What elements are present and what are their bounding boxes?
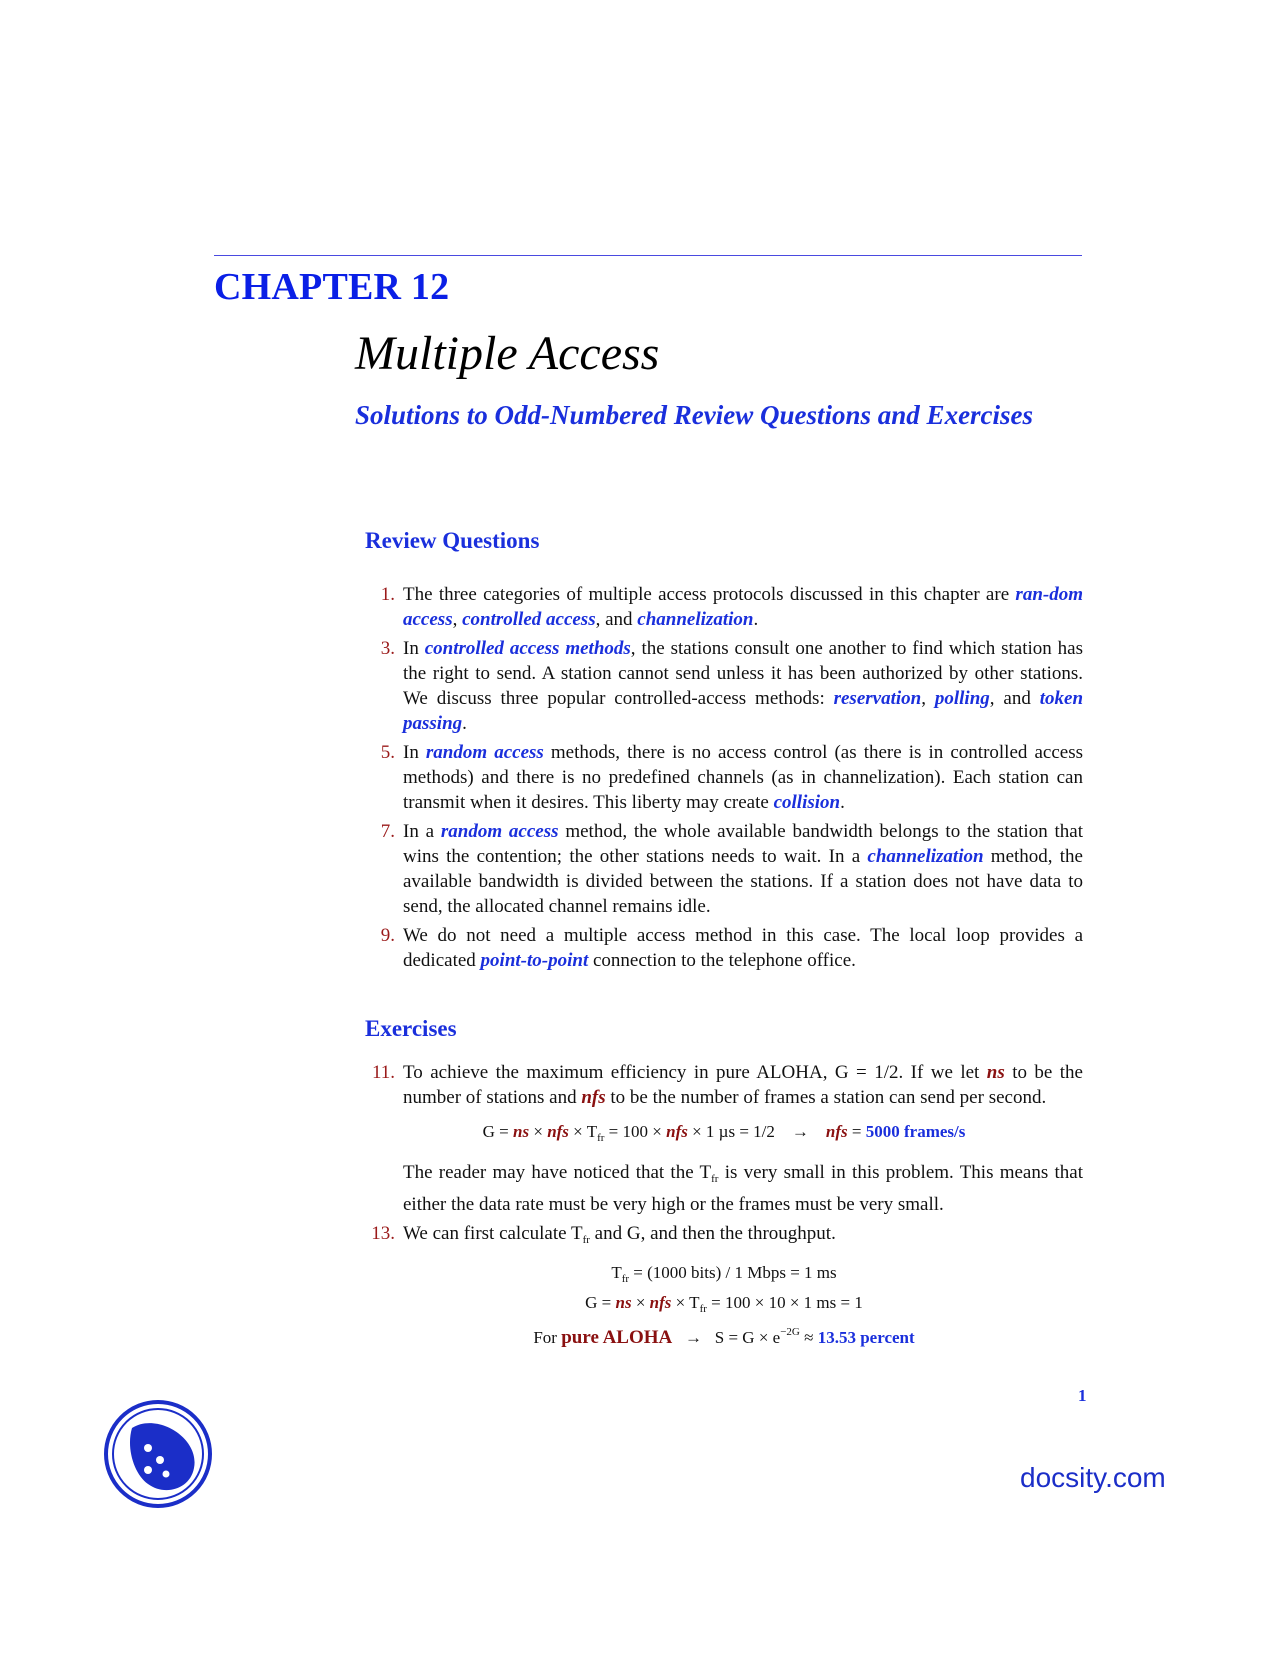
keyword: point-to-point bbox=[480, 950, 589, 971]
paragraph: The reader may have noticed that the $T_{fr}$ is very small in this problem. This means that either the data rate must be very high or the frames must be very small. bbox=[403, 1162, 1083, 1215]
keyword: collision bbox=[773, 792, 841, 813]
equation: G = ns × nfs × $T_{fr} = 100$ × nfs × 1 µs = 1/2 → nfs = 5000 frames/s bbox=[482, 1122, 966, 1144]
keyword: polling bbox=[934, 688, 990, 709]
keyword: random access bbox=[440, 821, 559, 842]
arrow-icon: → bbox=[685, 1328, 702, 1347]
item-number: 3. bbox=[380, 638, 395, 659]
page-number: 1 bbox=[1078, 1386, 1087, 1405]
keyword: channelization bbox=[637, 609, 754, 630]
keyword: controlled access bbox=[462, 609, 596, 630]
keyword: ns bbox=[986, 1062, 1005, 1083]
keyword: ran-dom access bbox=[403, 584, 1083, 630]
item-number: 9. bbox=[380, 925, 395, 946]
brand-name[interactable]: docsity.com bbox=[1020, 1462, 1166, 1493]
exercises-list bbox=[365, 1060, 1083, 1359]
review-questions-list bbox=[365, 582, 1083, 977]
arrow-icon: → bbox=[791, 1122, 809, 1141]
page-subtitle: Solutions to Odd-Numbered Review Questions and Exercises bbox=[355, 400, 1034, 430]
keyword: controlled access methods bbox=[424, 638, 631, 659]
docsity-logo-icon bbox=[102, 1398, 214, 1510]
keyword: nfs bbox=[581, 1087, 606, 1108]
item-number: 11. bbox=[371, 1062, 395, 1083]
result-value: 5000 frames/s bbox=[865, 1122, 966, 1141]
result-value: 13.53 percent bbox=[817, 1328, 915, 1347]
equation-block: $T_{fr} = (1000$ bits) / 1 Mbps = 1 ms G = ns × nfs × $T_{fr} = 100 \times 10 \times 1$ ms = 1 For pure ALOHA → $S = G \times e^{-2G} \approx 13.53$ percent bbox=[533, 1263, 915, 1348]
list-item: 9. We do not need a multiple access method in this case. The local loop provides a dedicated point-to-point connection to the telephone office. bbox=[365, 923, 1083, 973]
chapter-label: CHAPTER 12 bbox=[214, 266, 450, 308]
list-item: 7. In a random access method, the whole available bandwidth belongs to the station that wins the contention; the other stations needs to wait. In a channelization method, the available bandwidth is divided between the stations. If a station does not have data to send, the allocated channel remains idle. bbox=[365, 819, 1083, 919]
chapter-rule bbox=[214, 255, 1082, 256]
list-item: 13. We can first calculate $T_{fr}$ and G, and then the throughput. bbox=[365, 1221, 1083, 1253]
keyword: random access bbox=[425, 742, 544, 763]
review-questions-heading: Review Questions bbox=[365, 528, 540, 553]
item-number: 5. bbox=[380, 742, 395, 763]
list-item: 1. The three categories of multiple access protocols discussed in this chapter are ran-dom access, controlled access, and channelization. bbox=[365, 582, 1083, 632]
page-title: Multiple Access bbox=[355, 327, 660, 380]
keyword: channelization bbox=[867, 846, 984, 867]
item-number: 13. bbox=[371, 1223, 395, 1244]
list-item: 11. To achieve the maximum efficiency in pure ALOHA, G = 1/2. If we let ns to be the number of stations and nfs to be the number of frames a station can send per second. bbox=[365, 1060, 1083, 1110]
item-number: 7. bbox=[380, 821, 395, 842]
item-number: 1. bbox=[380, 584, 395, 605]
list-item: 3. In controlled access methods, the stations consult one another to find which station has the right to send. A station cannot send unless it has been authorized by other stations. We discuss three popular controlled-access methods: reservation, polling, and token passing. bbox=[365, 636, 1083, 736]
exercises-heading: Exercises bbox=[365, 1016, 457, 1041]
keyword: reservation bbox=[833, 688, 922, 709]
list-item: 5. In random access methods, there is no access control (as there is in controlled access methods) and there is no predefined channels (as in channelization). Each station can transmit when it desires. This liberty may create collision. bbox=[365, 740, 1083, 815]
keyword: token passing bbox=[403, 688, 1084, 734]
